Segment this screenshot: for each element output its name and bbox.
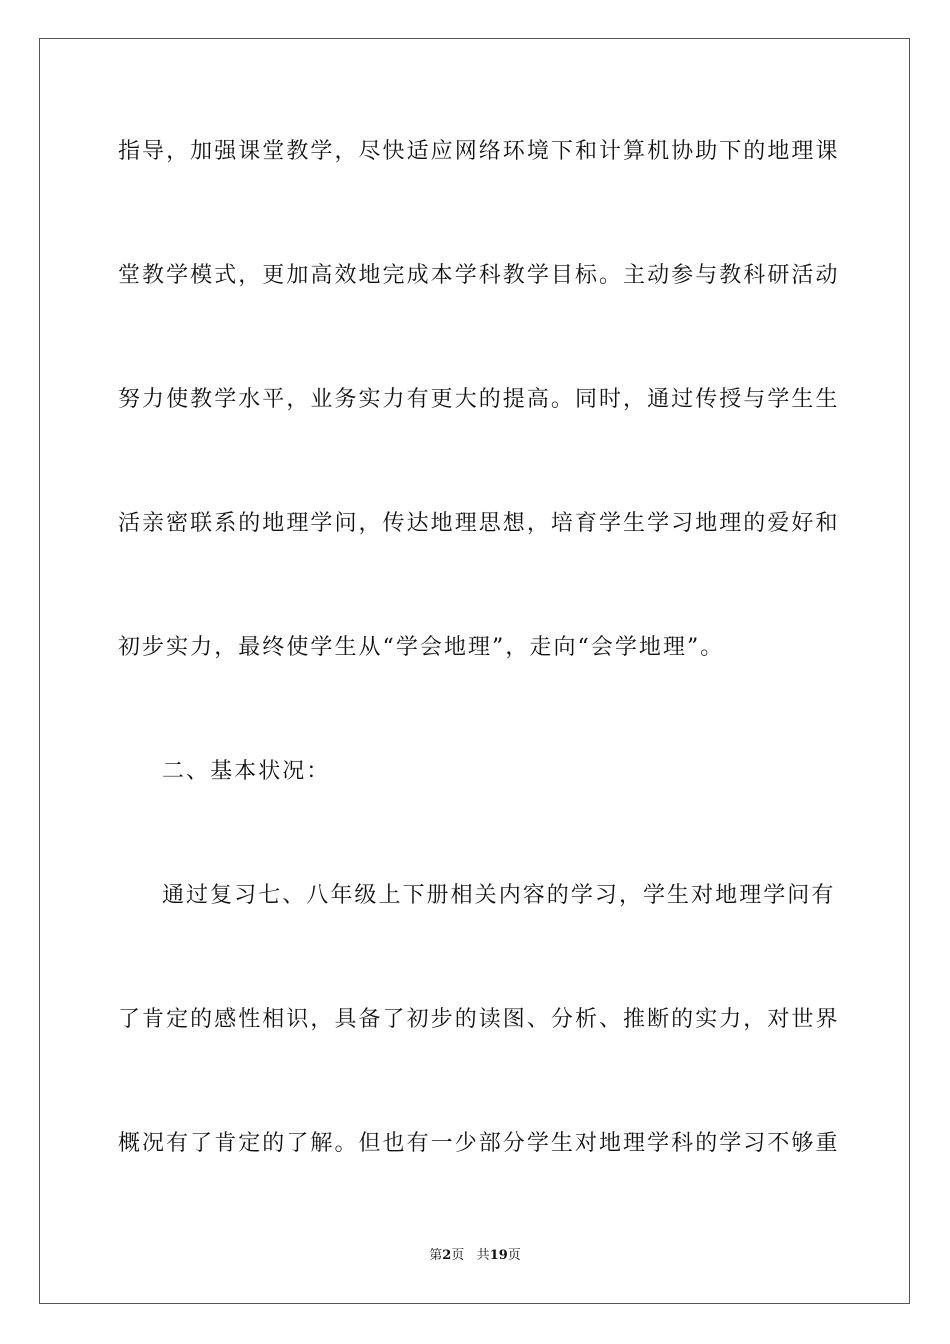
page-footer	[0, 1247, 950, 1265]
body-line: 堂教学模式，更加高效地完成本学科教学目标。主动参与教科研活动	[118, 263, 840, 288]
footer-page-prefix: 第	[429, 1248, 443, 1263]
body-line: 努力使教学水平，业务实力有更大的提高。同时，通过传授与学生生	[118, 387, 840, 412]
body-line: 指导，加强课堂教学，尽快适应网络环境下和计算机协助下的地理课	[118, 139, 840, 164]
page-border	[39, 38, 910, 1304]
body-line: 初步实力，最终使学生从“学会地理”，走向“会学地理”。	[118, 635, 725, 660]
footer-total-pages: 19	[489, 1248, 508, 1263]
footer-page-suffix: 页	[451, 1248, 465, 1263]
section-heading: 二、基本状况：	[162, 759, 331, 784]
paragraph-line: 概况有了肯定的了解。但也有一少部分学生对地理学科的学习不够重	[118, 1131, 840, 1156]
paragraph-line: 通过复习七、八年级上下册相关内容的学习，学生对地理学问有	[162, 883, 836, 908]
footer-total-prefix: 共	[476, 1248, 490, 1263]
footer-page-number: 2	[442, 1248, 452, 1263]
body-line: 活亲密联系的地理学问，传达地理思想，培育学生学习地理的爱好和	[118, 511, 840, 536]
footer-total-suffix: 页	[507, 1248, 521, 1263]
paragraph-line: 了肯定的感性相识，具备了初步的读图、分析、推断的实力，对世界	[118, 1007, 840, 1032]
